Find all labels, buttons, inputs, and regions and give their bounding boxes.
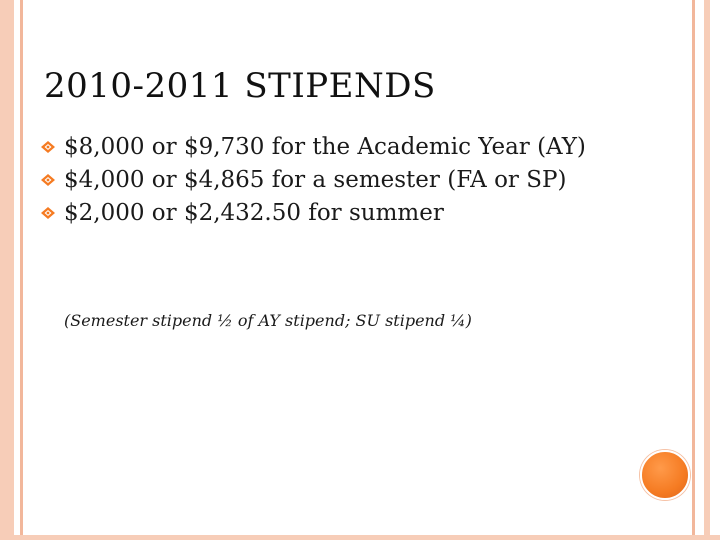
bullet-item bbox=[40, 198, 680, 228]
right-border-band bbox=[704, 0, 710, 540]
bullet-text: $2,000 or $2,432.50 for summer bbox=[64, 200, 444, 226]
bullet-icon bbox=[40, 173, 56, 187]
bottom-border bbox=[0, 535, 720, 540]
orange-circle-decoration bbox=[640, 450, 690, 500]
bullet-list bbox=[40, 132, 680, 231]
left-border-band bbox=[0, 0, 14, 540]
stipend-note: (Semester stipend ½ of AY stipend; SU stipend ¼) bbox=[64, 311, 472, 330]
bullet-icon bbox=[40, 206, 56, 220]
right-border-line bbox=[692, 0, 695, 540]
bullet-icon bbox=[40, 140, 56, 154]
bullet-text: $8,000 or $9,730 for the Academic Year (AY) bbox=[64, 134, 586, 160]
bullet-item bbox=[40, 165, 680, 195]
slide-title: 2010-2011 STIPENDS bbox=[44, 66, 436, 106]
bullet-text: $4,000 or $4,865 for a semester (FA or SP) bbox=[64, 167, 567, 193]
bullet-item bbox=[40, 132, 680, 162]
left-border-line bbox=[20, 0, 23, 540]
